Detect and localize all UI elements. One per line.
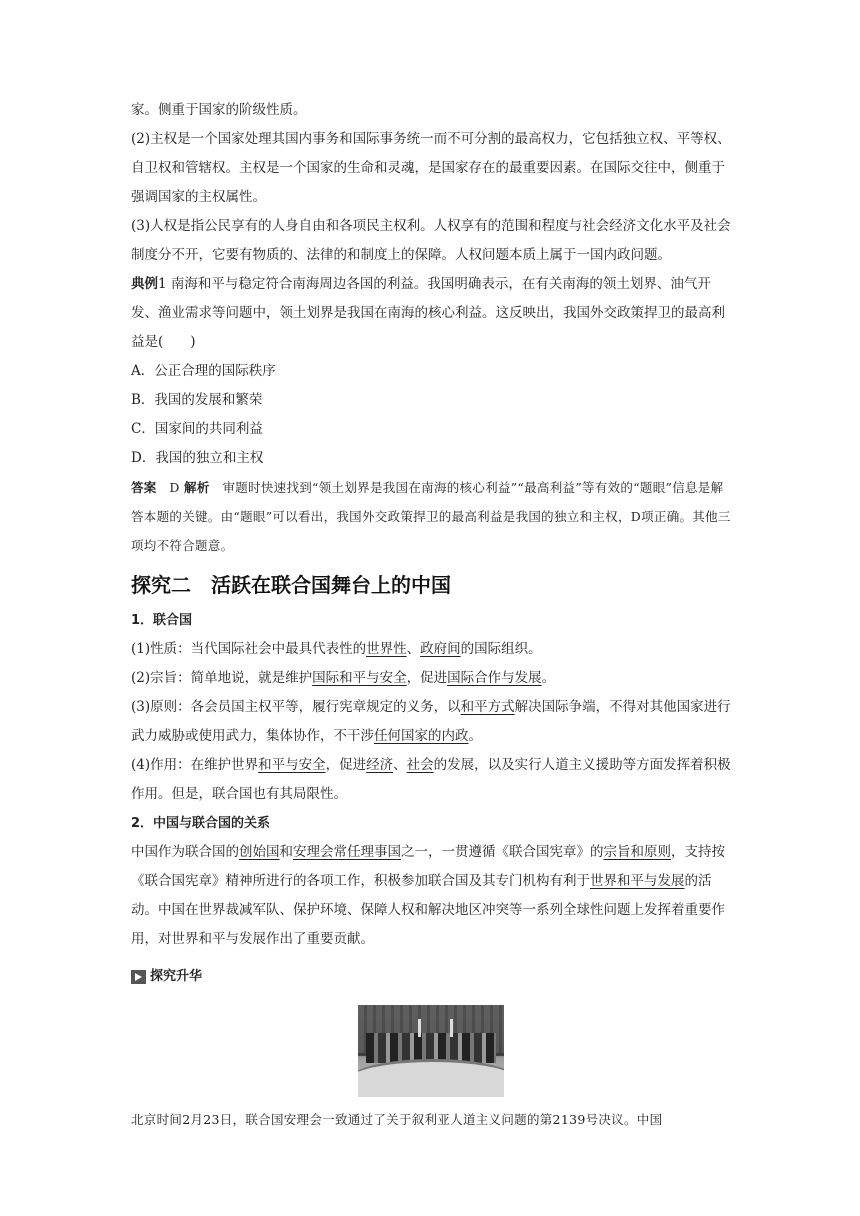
text: (2)宗旨：简单地说，就是维护: [131, 670, 313, 686]
china-un-relation: [131, 838, 731, 954]
text: 和: [279, 844, 293, 860]
section-title: 探究二 活跃在联合国舞台上的中国: [131, 573, 451, 597]
paragraph-human-rights: (3)人权是指公民享有的人身自由和各项民主权利。人权享有的范围和程度与社会经济文化水平及社会制度分不开，它要有物质的、法律的和制度上的保障。人权问题本质上属于一国内政问题。: [131, 218, 731, 263]
underlined-text: 世界性: [366, 641, 407, 657]
example-text: 1 南海和平与稳定符合南海周边各国的利益。我国明确表示，在有关南海的领土划界、油气开发、渔业需求等问题中，领土划界是我国在南海的核心利益。这反映出，我国外交政策捍卫的最高利益是( ): [131, 276, 725, 350]
underlined-text: 创始国: [239, 844, 280, 860]
explore-tag-label: 探究升华: [150, 969, 203, 984]
photo-caption: 北京时间2月23日，联合国安理会一致通过了关于叙利亚人道主义问题的第2139号决议。中国: [131, 1112, 663, 1127]
underlined-text: 政府间: [420, 641, 461, 657]
text: ，促进: [406, 670, 448, 686]
text: 、: [393, 757, 407, 773]
un-nature: [131, 635, 731, 664]
un-purpose: [131, 664, 731, 693]
text: ，支持按《联合国宪章》精神所进行的各项工作，积极参加联合国及其专门机构有利于: [131, 844, 725, 889]
play-triangle-icon: [131, 970, 146, 984]
underlined-text: 和平方式: [460, 699, 515, 715]
underlined-text: 经济: [366, 757, 394, 773]
explore-tag: [131, 962, 731, 991]
text: 解决国际争端，不得对其他国家进行武力威胁或使用武力，集体协作，不干涉: [131, 699, 731, 744]
underlined-text: 任何国家的内政: [374, 728, 469, 744]
underlined-text: 国际合作与发展: [447, 670, 542, 686]
un-role: [131, 751, 731, 809]
underlined-text: 国际和平与安全: [312, 670, 407, 686]
text: (3)原则：各会员国主权平等，履行宪章规定的义务，以: [131, 699, 461, 715]
option-d: D．我国的独立和主权: [131, 450, 264, 466]
security-council-photo: [358, 1005, 504, 1097]
answer-value: D: [169, 480, 180, 495]
option-b: B．我国的发展和繁荣: [131, 392, 263, 408]
text: (1)性质：当代国际社会中最具代表性的: [131, 641, 367, 657]
subheading-china-un: 2．中国与联合国的关系: [131, 816, 271, 831]
underlined-text: 世界和平与发展: [590, 873, 685, 889]
text: 中国作为联合国的: [131, 844, 239, 860]
subheading-un: 1．联合国: [131, 613, 193, 628]
underlined-text: 安理会常任理事国: [293, 844, 401, 860]
document-page: [131, 96, 731, 1134]
answer-label: 答案: [131, 480, 157, 495]
text: 。: [541, 670, 556, 686]
text: 、: [406, 641, 421, 657]
paragraph-sovereignty: (2)主权是一个国家处理其国内事务和国际事务统一而不可分割的最高权力，它包括独立权、平等权、自卫权和管辖权。主权是一个国家的生命和灵魂，是国家存在的最重要因素。在国际交往中，侧重于强调国家的主权属性。: [131, 131, 731, 205]
text: (4)作用：在维护世界: [131, 757, 259, 773]
underlined-text: 社会: [406, 757, 434, 773]
photo-raised-hand: [450, 1019, 453, 1037]
un-principles: [131, 693, 731, 751]
text: 之一，一贯遵循《联合国宪章》的: [401, 844, 604, 860]
option-c: C．国家间的共同利益: [131, 421, 263, 437]
text-line: 家。侧重于国家的阶级性质。: [131, 102, 307, 118]
underlined-text: 和平与安全: [258, 757, 326, 773]
text: 的发展，以及实行人道主义援助等方面发挥着积极作用。但是，联合国也有其局限性。: [131, 757, 731, 802]
analysis-label: 解析: [184, 480, 210, 495]
example-label: 典例: [131, 276, 158, 292]
text: 的活动。中国在世界裁减军队、保护环境、保障人权和解决地区冲突等一系列全球性问题上发挥着重要作用，对世界和平与发展作出了重要贡献。: [131, 873, 725, 947]
text: 的国际组织。: [460, 641, 542, 657]
example-question: [131, 270, 731, 357]
analysis-text: 审题时快速找到“领土划界是我国在南海的核心利益”“最高利益”等有效的“题眼”信息是解答本题的关键。由“题眼”可以看出，我国外交政策捍卫的最高利益是我国的独立和主权，D项正确。其他三项均不符合题意。: [131, 480, 731, 553]
photo-raised-hand: [418, 1019, 421, 1037]
text: ，促进: [325, 757, 367, 773]
option-a: A．公正合理的国际秩序: [131, 363, 276, 379]
text: 。: [468, 728, 482, 744]
answer-block: [131, 473, 731, 560]
photo-council-table: [358, 1059, 504, 1097]
underlined-text: 宗旨和原则: [603, 844, 671, 860]
